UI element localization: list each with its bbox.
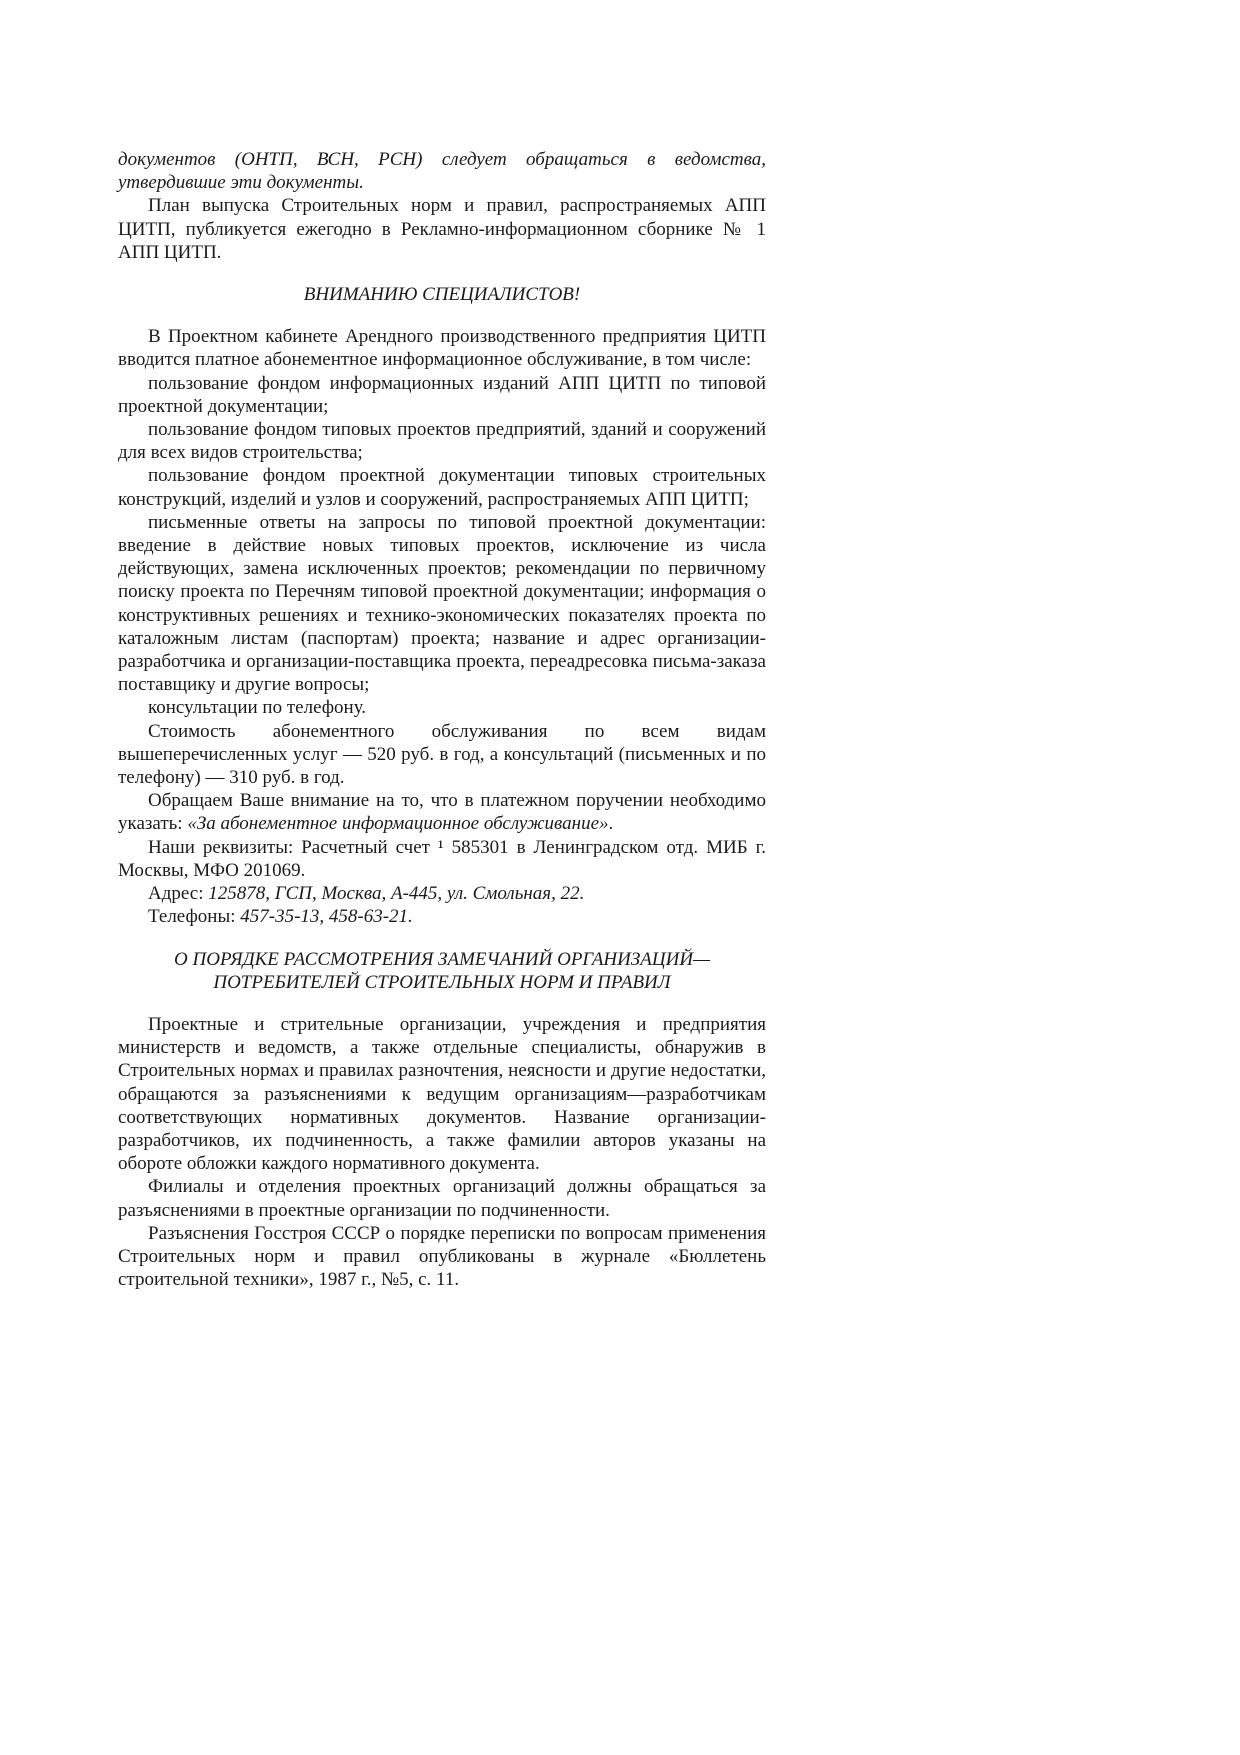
payment-suffix: . xyxy=(608,813,614,835)
attention-heading: ВНИМАНИЮ СПЕЦИАЛИСТОВ! xyxy=(303,284,581,306)
order-heading xyxy=(118,948,766,994)
intro-plan-paragraph: План выпуска Строительных норм и правил, распространяемых АПП ЦИТП, публикуется ежегодно в Рекламно-информационном сборнике № 1 АПП ЦИТП. xyxy=(118,195,766,263)
attention-intro-paragraph: В Проектном кабинете Арендного производственного предприятия ЦИТП вводится платное абонементное информационное обслуживание, в том числе: xyxy=(118,326,766,371)
service-item: письменные ответы на запросы по типовой проектной документации: введение в действие новых типовых проектов, исключение из числа действующих, замена исключенных проектов; рекомендации по первичному поиску проекта по Перечням типовой проектной документации; информация о конструктивных решениях и технико-экономических показателях проекта по каталожным листам (паспортам) проекта; название и адрес организации-разработчика и организации-поставщика проекта, переадресовка письма-заказа поставщику и другие вопросы; xyxy=(118,511,766,696)
service-item: пользование фондом проектной документации типовых строительных конструкций, изделий и узлов и сооружений, распространяемых АПП ЦИТП; xyxy=(118,465,766,510)
intro-italic-continuation: документов (ОНТП, ВСН, РСН) следует обращаться в ведомства, утвердившие эти документы. xyxy=(118,149,766,194)
payment-purpose: «За абонементное информационное обслуживание» xyxy=(187,813,609,835)
document-page xyxy=(118,148,766,1291)
address-value: 125878, ГСП, Москва, А-445, ул. Смольная, 22. xyxy=(208,883,585,905)
requisites-paragraph: Наши реквизиты: Расчетный счет ¹ 585301 в Ленинградском отд. МИБ г. Москвы, МФО 201069. xyxy=(118,836,766,881)
cost-paragraph: Стоимость абонементного обслуживания по всем видам вышеперечисленных услуг — 520 руб. в год, а консультаций (письменных и по телефону) — 310 руб. в год. xyxy=(118,720,766,789)
address-label: Адрес: xyxy=(148,883,209,905)
order-paragraph: Проектные и стрительные организации, учреждения и предприятия министерств и ведомств, а также отдельные специалисты, обнаружив в Строительных нормах и правилах разночтения, неясности и другие недостатки, обращаются за разъяснениями к ведущим организациям—разработчикам соответствующих нормативных документов. Название организации-разработчиков, их подчиненность, а также фамилии авторов указаны на обороте обложки каждого нормативного документа. xyxy=(118,1013,766,1175)
service-item: пользование фондом типовых проектов предприятий, зданий и сооружений для всех видов строительства; xyxy=(118,419,766,464)
service-item: пользование фондом информационных изданий АПП ЦИТП по типовой проектной документации; xyxy=(118,372,766,417)
payment-prefix: Обращаем Ваше внимание на то, что в платежном поручении необходимо указать: xyxy=(118,790,766,835)
order-paragraph: Разъяснения Госстроя СССР о порядке переписки по вопросам применения Строительных норм и правил опубликованы в журнале «Бюллетень строительной техники», 1987 г., №5, с. 11. xyxy=(118,1222,766,1291)
phones-label: Телефоны: xyxy=(148,906,241,928)
service-item: консультации по телефону. xyxy=(148,697,367,719)
payment-paragraph xyxy=(118,789,766,835)
address-line xyxy=(118,882,766,905)
order-paragraph: Филиалы и отделения проектных организаций должны обращаться за разъяснениями в проектные организации по подчиненности. xyxy=(118,1176,766,1221)
phones-value: 457-35-13, 458-63-21. xyxy=(240,906,413,928)
order-heading-line: О ПОРЯДКЕ РАССМОТРЕНИЯ ЗАМЕЧАНИЙ ОРГАНИЗАЦИЙ— xyxy=(174,948,710,970)
order-heading-line: ПОТРЕБИТЕЛЕЙ СТРОИТЕЛЬНЫХ НОРМ И ПРАВИЛ xyxy=(213,971,671,993)
phones-line xyxy=(118,905,766,928)
